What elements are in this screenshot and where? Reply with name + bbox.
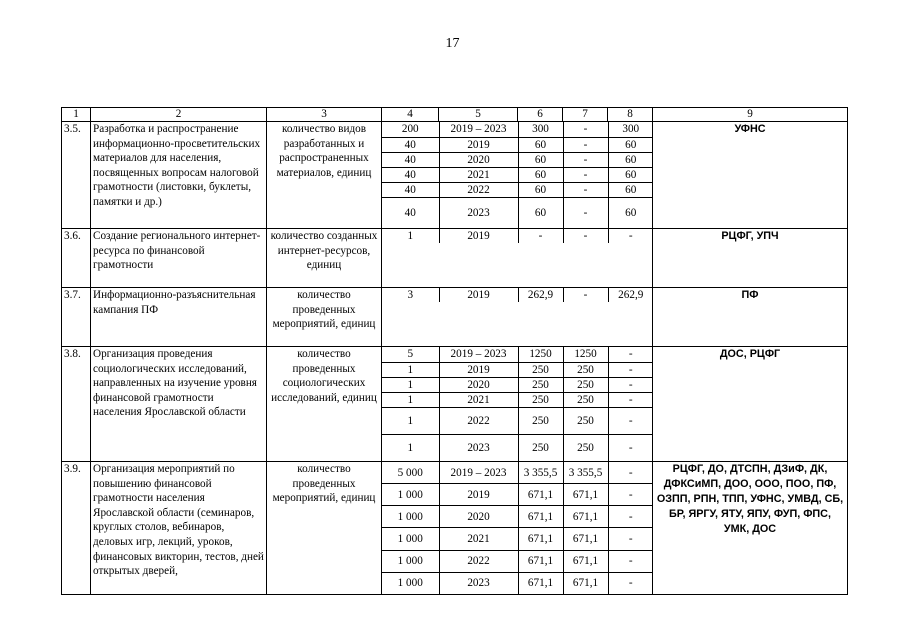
value-target: 1 000 bbox=[382, 506, 439, 528]
values-subtable bbox=[382, 288, 653, 302]
value-regional: - bbox=[563, 167, 608, 182]
value-row bbox=[382, 137, 653, 152]
value-row bbox=[382, 362, 653, 377]
value-target: 1 bbox=[382, 229, 439, 243]
measure-number: 3.6. bbox=[62, 229, 91, 288]
value-target: 40 bbox=[382, 137, 439, 152]
measure-indicator: количество видов разработанных и распространенных материалов, единиц bbox=[267, 122, 382, 229]
value-row bbox=[382, 484, 653, 506]
value-target: 1 000 bbox=[382, 528, 439, 550]
value-regional: 1250 bbox=[563, 347, 608, 362]
value-years: 2021 bbox=[439, 392, 518, 407]
measure-number: 3.5. bbox=[62, 122, 91, 229]
responsible-org: ПФ bbox=[653, 288, 848, 347]
value-total: 300 bbox=[518, 122, 563, 137]
table-row bbox=[62, 462, 848, 595]
value-years: 2019 bbox=[439, 288, 518, 302]
value-years: 2022 bbox=[439, 550, 518, 572]
measures-table bbox=[61, 107, 848, 595]
measure-number: 3.8. bbox=[62, 347, 91, 462]
value-row bbox=[382, 407, 653, 434]
value-years: 2019 – 2023 bbox=[439, 347, 518, 362]
value-total: 671,1 bbox=[518, 550, 563, 572]
measure-name: Создание регионального интернет-ресурса по финансовой грамотности bbox=[91, 229, 267, 288]
value-target: 40 bbox=[382, 152, 439, 167]
value-regional: 671,1 bbox=[563, 528, 608, 550]
measure-number: 3.9. bbox=[62, 462, 91, 595]
value-years: 2020 bbox=[439, 377, 518, 392]
measure-number: 3.7. bbox=[62, 288, 91, 347]
value-regional: 3 355,5 bbox=[563, 462, 608, 484]
value-federal: 262,9 bbox=[618, 289, 644, 301]
value-total: 262,9 bbox=[518, 288, 563, 302]
value-regional: 671,1 bbox=[563, 484, 608, 506]
value-target: 40 bbox=[382, 167, 439, 182]
value-row bbox=[382, 377, 653, 392]
value-regional: - bbox=[563, 182, 608, 197]
value-target: 1 bbox=[382, 407, 439, 434]
header-cell: 9 bbox=[653, 108, 848, 122]
value-target: 1 000 bbox=[382, 484, 439, 506]
value-total: 250 bbox=[518, 434, 563, 461]
value-federal: - bbox=[608, 528, 653, 550]
value-target: 1 bbox=[382, 434, 439, 461]
measure-name: Разработка и распространение информационно-просветительских материалов для населения, посвященных вопросам налоговой грамотности (листовки, буклеты, памятки и др.) bbox=[91, 122, 267, 229]
value-row bbox=[382, 528, 653, 550]
value-total: 250 bbox=[518, 407, 563, 434]
value-federal: - bbox=[608, 392, 653, 407]
value-federal: - bbox=[608, 407, 653, 434]
value-total: 671,1 bbox=[518, 528, 563, 550]
value-target: 5 000 bbox=[382, 462, 439, 484]
value-regional: - bbox=[563, 229, 608, 243]
value-regional: 250 bbox=[563, 392, 608, 407]
value-federal: - bbox=[608, 377, 653, 392]
value-regional: 250 bbox=[563, 362, 608, 377]
value-total: 60 bbox=[518, 182, 563, 197]
value-years: 2023 bbox=[439, 197, 518, 228]
header-cell: 1 bbox=[62, 108, 91, 122]
value-regional: 250 bbox=[563, 407, 608, 434]
measure-values bbox=[382, 288, 653, 347]
value-federal: 60 bbox=[625, 206, 637, 219]
values-subtable bbox=[382, 347, 653, 461]
value-years: 2022 bbox=[439, 407, 518, 434]
value-regional: - bbox=[563, 137, 608, 152]
header-cell: 5 bbox=[439, 108, 518, 122]
value-regional: 671,1 bbox=[563, 506, 608, 528]
value-regional: - bbox=[563, 152, 608, 167]
measure-indicator: количество проведенных социологических исследований, единиц bbox=[267, 347, 382, 462]
measure-values bbox=[382, 122, 653, 229]
measure-values bbox=[382, 462, 653, 595]
header-cell: 8 bbox=[608, 108, 653, 122]
value-years: 2019 – 2023 bbox=[439, 462, 518, 484]
value-federal: 60 bbox=[608, 137, 653, 152]
value-target: 3 bbox=[382, 288, 439, 302]
value-row bbox=[382, 392, 653, 407]
measure-indicator: количество созданных интернет-ресурсов, единиц bbox=[267, 229, 382, 288]
value-regional: 671,1 bbox=[563, 572, 608, 594]
value-row bbox=[382, 122, 653, 137]
value-years: 2020 bbox=[439, 506, 518, 528]
value-target: 1 000 bbox=[382, 572, 439, 594]
value-row bbox=[382, 197, 653, 228]
value-target: 1 bbox=[382, 362, 439, 377]
measure-values bbox=[382, 229, 653, 288]
value-federal: 60 bbox=[608, 167, 653, 182]
value-row bbox=[382, 434, 653, 461]
value-years: 2021 bbox=[439, 528, 518, 550]
value-years: 2020 bbox=[439, 152, 518, 167]
header-cell: 6 bbox=[518, 108, 563, 122]
values-subtable bbox=[382, 229, 653, 243]
table-row bbox=[62, 229, 848, 288]
value-total: 250 bbox=[518, 362, 563, 377]
value-federal: - bbox=[608, 347, 653, 362]
value-federal: 300 bbox=[608, 122, 653, 137]
value-federal: - bbox=[608, 462, 653, 484]
header-cell: 4 bbox=[382, 108, 439, 122]
values-subtable bbox=[382, 462, 653, 594]
value-target: 1 bbox=[382, 392, 439, 407]
measure-indicator: количество проведенных мероприятий, единиц bbox=[267, 462, 382, 595]
value-regional: - bbox=[563, 122, 608, 137]
value-regional: - bbox=[563, 288, 608, 302]
value-federal: - bbox=[608, 362, 653, 377]
value-target: 1 bbox=[382, 377, 439, 392]
value-total: 1250 bbox=[518, 347, 563, 362]
responsible-org: РЦФГ, УПЧ bbox=[653, 229, 848, 288]
value-total: 250 bbox=[518, 392, 563, 407]
table-row bbox=[62, 288, 848, 347]
value-total: - bbox=[518, 229, 563, 243]
responsible-org: УФНС bbox=[653, 122, 848, 229]
value-years: 2019 bbox=[439, 362, 518, 377]
value-federal: - bbox=[608, 550, 653, 572]
value-row bbox=[382, 288, 653, 302]
table-row bbox=[62, 347, 848, 462]
value-federal: - bbox=[628, 230, 633, 242]
value-total: 671,1 bbox=[518, 506, 563, 528]
value-federal: - bbox=[608, 506, 653, 528]
value-target: 5 bbox=[382, 347, 439, 362]
value-years: 2023 bbox=[439, 434, 518, 461]
values-subtable bbox=[382, 122, 653, 228]
value-regional: 250 bbox=[563, 434, 608, 461]
value-years: 2019 bbox=[439, 229, 518, 243]
value-target: 40 bbox=[382, 197, 439, 228]
value-total: 250 bbox=[518, 377, 563, 392]
value-years: 2023 bbox=[439, 572, 518, 594]
value-row bbox=[382, 182, 653, 197]
value-row bbox=[382, 347, 653, 362]
value-total: 3 355,5 bbox=[518, 462, 563, 484]
value-target: 40 bbox=[382, 182, 439, 197]
value-row bbox=[382, 229, 653, 243]
value-row bbox=[382, 462, 653, 484]
value-years: 2019 bbox=[439, 137, 518, 152]
table-row bbox=[62, 122, 848, 229]
header-cell: 7 bbox=[563, 108, 608, 122]
value-years: 2019 bbox=[439, 484, 518, 506]
value-row bbox=[382, 572, 653, 594]
value-federal: 60 bbox=[608, 182, 653, 197]
value-federal: 60 bbox=[608, 152, 653, 167]
measure-name: Организация проведения социологических исследований, направленных на изучение уровня финансовой грамотности населения Ярославской области bbox=[91, 347, 267, 462]
value-regional: 250 bbox=[563, 377, 608, 392]
value-federal: - bbox=[628, 577, 633, 590]
measure-name: Информационно-разъяснительная кампания ПФ bbox=[91, 288, 267, 347]
value-regional: - bbox=[563, 197, 608, 228]
value-years: 2022 bbox=[439, 182, 518, 197]
value-federal: - bbox=[608, 484, 653, 506]
header-row bbox=[62, 108, 848, 122]
value-total: 60 bbox=[518, 167, 563, 182]
value-total: 671,1 bbox=[518, 572, 563, 594]
value-total: 60 bbox=[518, 197, 563, 228]
value-row bbox=[382, 152, 653, 167]
value-row bbox=[382, 550, 653, 572]
measure-name: Организация мероприятий по повышению финансовой грамотности населения Ярославской области (семинаров, круглых столов, вебинаров, деловых игр, лекций, уроков, финансовых викторин, тестов, дней открытых дверей, bbox=[91, 462, 267, 595]
value-years: 2019 – 2023 bbox=[439, 122, 518, 137]
responsible-org: ДОС, РЦФГ bbox=[653, 347, 848, 462]
value-federal: - bbox=[628, 441, 633, 454]
value-row bbox=[382, 506, 653, 528]
value-target: 1 000 bbox=[382, 550, 439, 572]
value-total: 60 bbox=[518, 137, 563, 152]
value-total: 60 bbox=[518, 152, 563, 167]
value-total: 671,1 bbox=[518, 484, 563, 506]
value-years: 2021 bbox=[439, 167, 518, 182]
value-row bbox=[382, 167, 653, 182]
value-regional: 671,1 bbox=[563, 550, 608, 572]
header-cell: 3 bbox=[267, 108, 382, 122]
responsible-org: РЦФГ, ДО, ДТСПН, ДЗиФ, ДК, ДФКСиМП, ДОО, ООО, ПОО, ПФ, ОЗПП, РПН, ТПП, УФНС, УМВД, СБ, БР, ЯРГУ, ЯТУ, ЯПУ, ФУП, ФПС, УМК, ДОС bbox=[653, 462, 848, 595]
page-number: 17 bbox=[445, 36, 460, 51]
header-cell: 2 bbox=[91, 108, 267, 122]
measure-indicator: количество проведенных мероприятий, единиц bbox=[267, 288, 382, 347]
value-target: 200 bbox=[382, 122, 439, 137]
measure-values bbox=[382, 347, 653, 462]
